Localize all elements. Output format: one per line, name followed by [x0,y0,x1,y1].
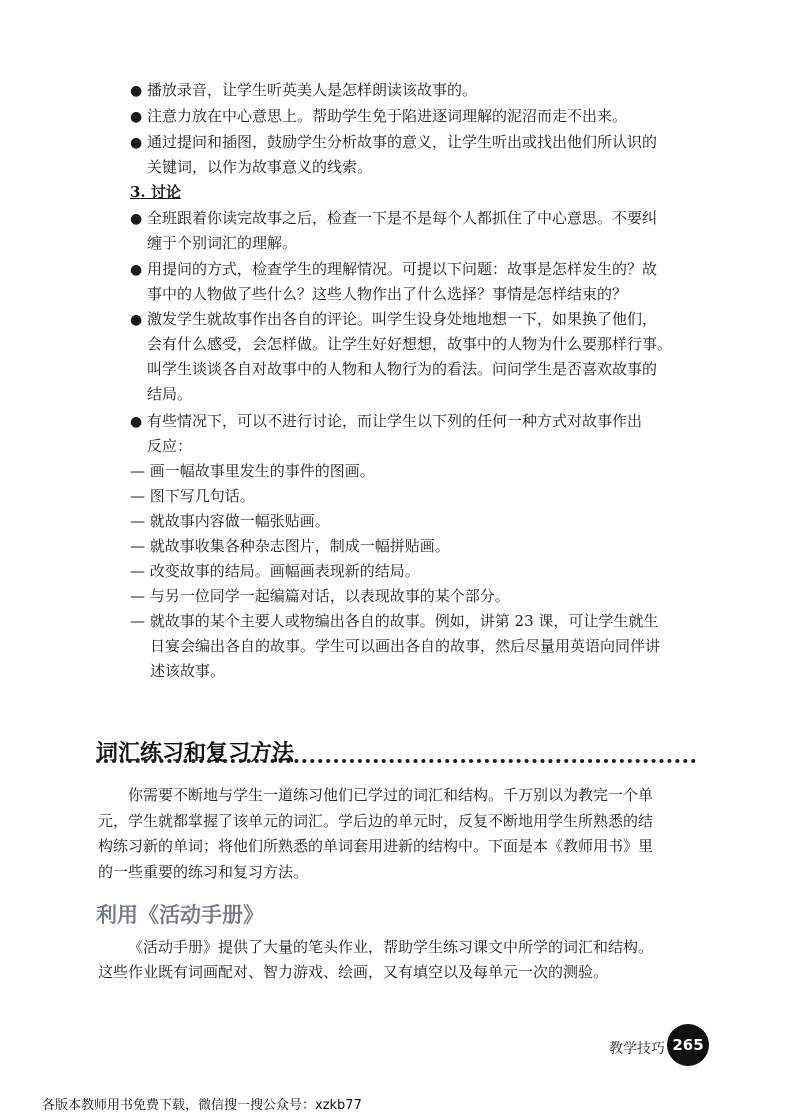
bullet-dot: ● [130,109,143,125]
bullet-text: 反应： [147,437,193,455]
bullet-text: 全班跟着你读完故事之后，检查一下是不是每个人都抓住了中心意思。不要纠 [147,209,658,227]
section-divider [96,759,696,763]
bullet-text: 用提问的方式，检查学生的理解情况。可提以下问题：故事是怎样发生的？故 [147,260,658,278]
footer-chapter-label: 教学技巧 [609,1041,665,1057]
bullet-dot: ● [130,135,143,151]
bullet-text: 叫学生谈谈各自对故事中的人物和人物行为的看法。问问学生是否喜欢故事的 [147,360,658,378]
bullet-text: 通过提问和插图，鼓励学生分析故事的意义，让学生听出或找出他们所认识的 [147,133,658,151]
bullet-dot: ● [130,83,143,99]
dash-item: — 画一幅故事里发生的事件的图画。 [130,462,375,480]
bullet-dot: ● [130,262,143,278]
activity-section-title: 利用《活动手册》 [96,903,264,927]
vocab-paragraph-line: 构练习新的单词；将他们所熟悉的单词套用进新的结构中。下面是本《教师用书》里 [98,837,654,855]
bullet-text: 缠于个别词汇的理解。 [147,234,298,252]
dash-item-continuation: 述该故事。 [150,662,226,680]
dash-item: — 改变故事的结局。画幅画表现新的结局。 [130,562,420,580]
activity-paragraph-line: 这些作业既有词画配对、智力游戏、绘画，又有填空以及每单元一次的测验。 [98,963,609,981]
bullet-text: 注意力放在中心意思上。帮助学生免于陷进逐词理解的泥沼而走不出来。 [147,107,628,125]
vocab-paragraph-line: 的一些重要的练习和复习方法。 [98,863,309,881]
download-note: 各版本教师用书免费下载，微信搜一搜公众号：xzkb77 [42,1098,362,1113]
discussion-heading: 3. 讨论 [130,183,181,201]
dash-item-continuation: 日宴会编出各自的故事。学生可以画出各自的故事，然后尽量用英语向同伴讲 [150,637,661,655]
activity-paragraph-line: 《活动手册》提供了大量的笔头作业，帮助学生练习课文中所学的词汇和结构。 [128,938,654,956]
vocab-section-title: 词汇练习和复习方法 [96,741,295,766]
bullet-text: 事中的人物做了些什么？这些人物作出了什么选择？事情是怎样结束的？ [147,285,628,303]
bullet-text: 关键词，以作为故事意义的线索。 [147,158,373,176]
bullet-text: 激发学生就故事作出各自的评论。叫学生设身处地地想一下，如果换了他们， [147,310,658,328]
dash-item: — 就故事内容做一幅张贴画。 [130,512,330,530]
bullet-dot: ● [130,211,143,227]
dash-item: — 就故事收集各种杂志图片，制成一幅拼贴画。 [130,537,450,555]
bullet-dot: ● [130,312,143,328]
bullet-dot: ● [130,414,143,430]
vocab-paragraph-line: 元，学生就都掌握了该单元的词汇。学后边的单元时，反复不断地用学生所熟悉的结 [98,812,654,830]
dash-item: — 就故事的某个主要人或物编出各自的故事。例如，讲第 23 课，可让学生就生 [130,612,659,630]
bullet-text: 有些情况下，可以不进行讨论，而让学生以下列的任何一种方式对故事作出 [147,412,643,430]
bullet-text: 播放录音，让学生听英美人是怎样朗读该故事的。 [147,81,478,99]
dash-item: — 与另一位同学一起编篇对话，以表现故事的某个部分。 [130,587,510,605]
bullet-text: 会有什么感受，会怎样做。让学生好好想想，故事中的人物为什么要那样行事。 [147,335,673,353]
bullet-text: 结局。 [147,385,193,403]
dash-item: — 图下写几句话。 [130,487,255,505]
vocab-paragraph-line: 你需要不断地与学生一道练习他们已学过的词汇和结构。千万别以为教完一个单 [128,786,654,804]
page-number-badge: 265 [667,1024,709,1066]
